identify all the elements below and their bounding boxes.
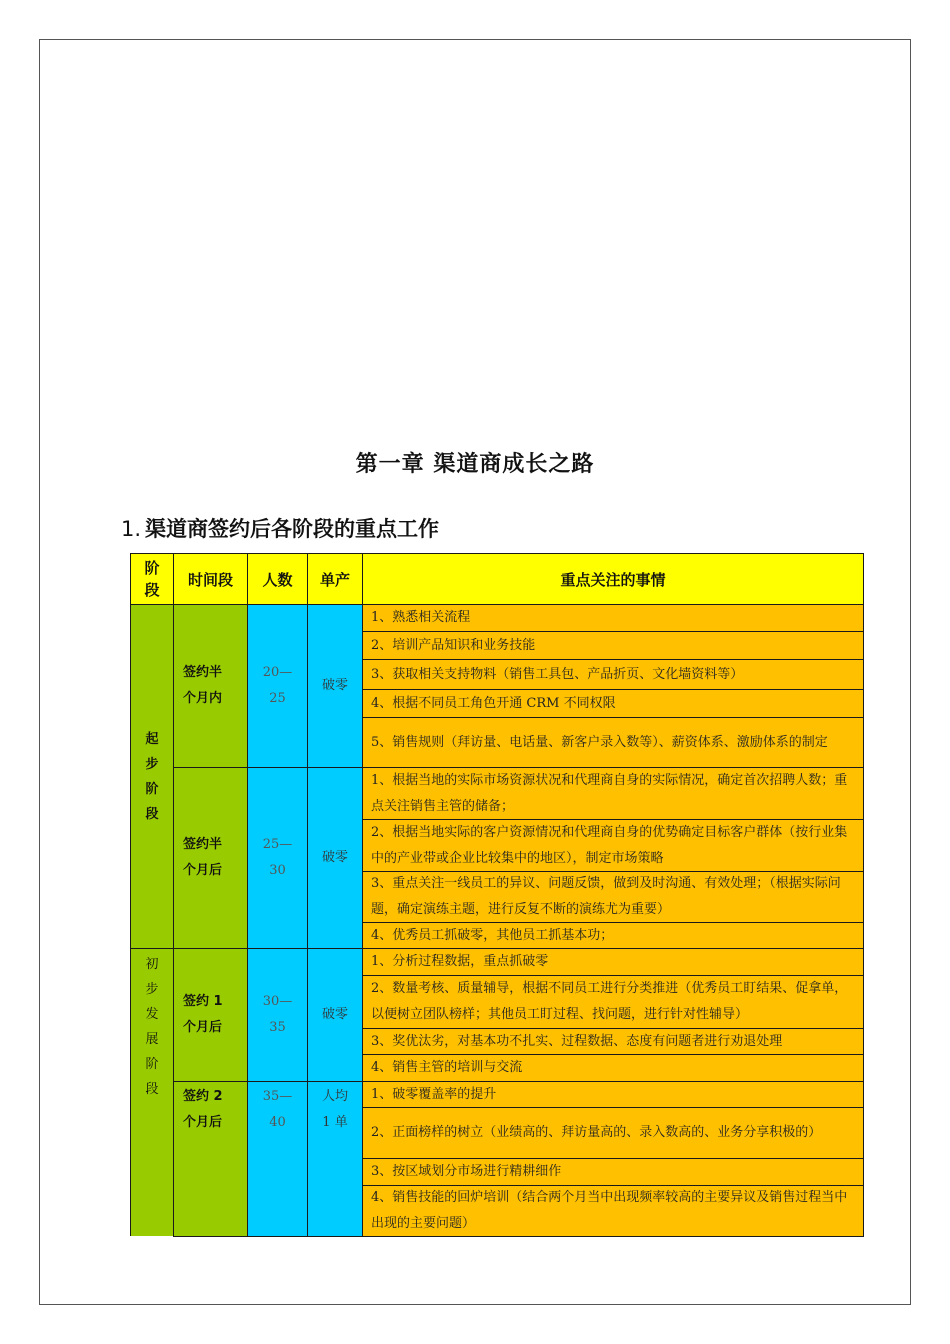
focus-item: 4、根据不同员工角色开通 CRM 不同权限 bbox=[362, 689, 864, 718]
header-period: 时间段 bbox=[173, 553, 248, 605]
header-focus: 重点关注的事情 bbox=[362, 553, 864, 605]
stage-label: 起步阶段 bbox=[145, 731, 159, 822]
people-cell bbox=[247, 767, 308, 949]
focus-item: 2、正面榜样的树立（业绩高的、拜访量高的、录入数高的、业务分享积极的） bbox=[362, 1107, 864, 1159]
stage-cell-startup bbox=[130, 604, 174, 949]
focus-item: 3、重点关注一线员工的异议、问题反馈，做到及时沟通、有效处理；（根据实际问题，确定演练主题，进行反复不断的演练尤为重要） bbox=[362, 871, 864, 923]
people-label: 30—35 bbox=[262, 994, 293, 1035]
header-people: 人数 bbox=[247, 553, 308, 605]
period-cell bbox=[173, 604, 248, 768]
section-number: 1. bbox=[121, 517, 142, 541]
focus-item: 1、熟悉相关流程 bbox=[362, 604, 864, 632]
output-cell bbox=[307, 767, 363, 949]
focus-item: 3、获取相关支持物料（销售工具包、产品折页、文化墙资料等） bbox=[362, 659, 864, 690]
focus-item: 1、根据当地的实际市场资源状况和代理商自身的实际情况，确定首次招聘人数；重点关注销售主管的储备； bbox=[362, 767, 864, 820]
focus-item: 3、按区域划分市场进行精耕细作 bbox=[362, 1158, 864, 1186]
period-label: 签约 1 个月后 bbox=[183, 994, 223, 1035]
output-cell bbox=[307, 948, 363, 1082]
focus-item: 3、奖优汰劣，对基本功不扎实、过程数据、态度有问题者进行劝退处理 bbox=[362, 1028, 864, 1055]
chapter-title: 第一章 渠道商成长之路 bbox=[355, 452, 595, 477]
output-label: 破零 bbox=[321, 850, 348, 865]
header-output: 单产 bbox=[307, 553, 363, 605]
stage-cell-development bbox=[130, 948, 174, 1236]
focus-item: 4、优秀员工抓破零，其他员工抓基本功； bbox=[362, 922, 864, 949]
focus-item: 5、销售规则（拜访量、电话量、新客户录入数等）、薪资体系、激励体系的制定 bbox=[362, 717, 864, 768]
period-label: 签约 2 个月后 bbox=[183, 1089, 223, 1130]
period-cell bbox=[173, 948, 248, 1082]
header-stage: 阶段 bbox=[130, 553, 174, 605]
people-label: 25—30 bbox=[262, 837, 293, 878]
focus-item: 2、培训产品知识和业务技能 bbox=[362, 631, 864, 660]
period-label: 签约半个月内 bbox=[183, 665, 223, 706]
people-cell bbox=[247, 604, 308, 768]
output-label: 人均 1 单 bbox=[321, 1089, 348, 1130]
section-title bbox=[121, 513, 439, 543]
output-label: 破零 bbox=[321, 678, 348, 693]
people-cell bbox=[247, 1081, 308, 1237]
period-cell bbox=[173, 1081, 248, 1237]
output-cell bbox=[307, 1081, 363, 1237]
period-cell bbox=[173, 767, 248, 949]
period-label: 签约半个月后 bbox=[183, 837, 223, 878]
focus-item: 2、数量考核、质量辅导，根据不同员工进行分类推进（优秀员工盯结果、促拿单，以便树立团队榜样；其他员工盯过程、找问题，进行针对性辅导） bbox=[362, 975, 864, 1029]
people-label: 35—40 bbox=[262, 1089, 293, 1130]
people-cell bbox=[247, 948, 308, 1082]
focus-item: 1、破零覆盖率的提升 bbox=[362, 1081, 864, 1108]
output-label: 破零 bbox=[321, 1007, 348, 1022]
focus-item: 4、销售技能的回炉培训（结合两个月当中出现频率较高的主要异议及销售过程当中出现的主要问题） bbox=[362, 1185, 864, 1237]
focus-item: 1、分析过程数据，重点抓破零 bbox=[362, 948, 864, 976]
focus-item: 4、销售主管的培训与交流 bbox=[362, 1054, 864, 1082]
stage-label: 初步发展阶段 bbox=[145, 957, 159, 1097]
focus-item: 2、根据当地实际的客户资源情况和代理商自身的优势确定目标客户群体（按行业集中的产业带或企业比较集中的地区），制定市场策略 bbox=[362, 819, 864, 872]
section-title-text: 渠道商签约后各阶段的重点工作 bbox=[145, 517, 440, 541]
output-cell bbox=[307, 604, 363, 768]
people-label: 20—25 bbox=[262, 665, 293, 706]
